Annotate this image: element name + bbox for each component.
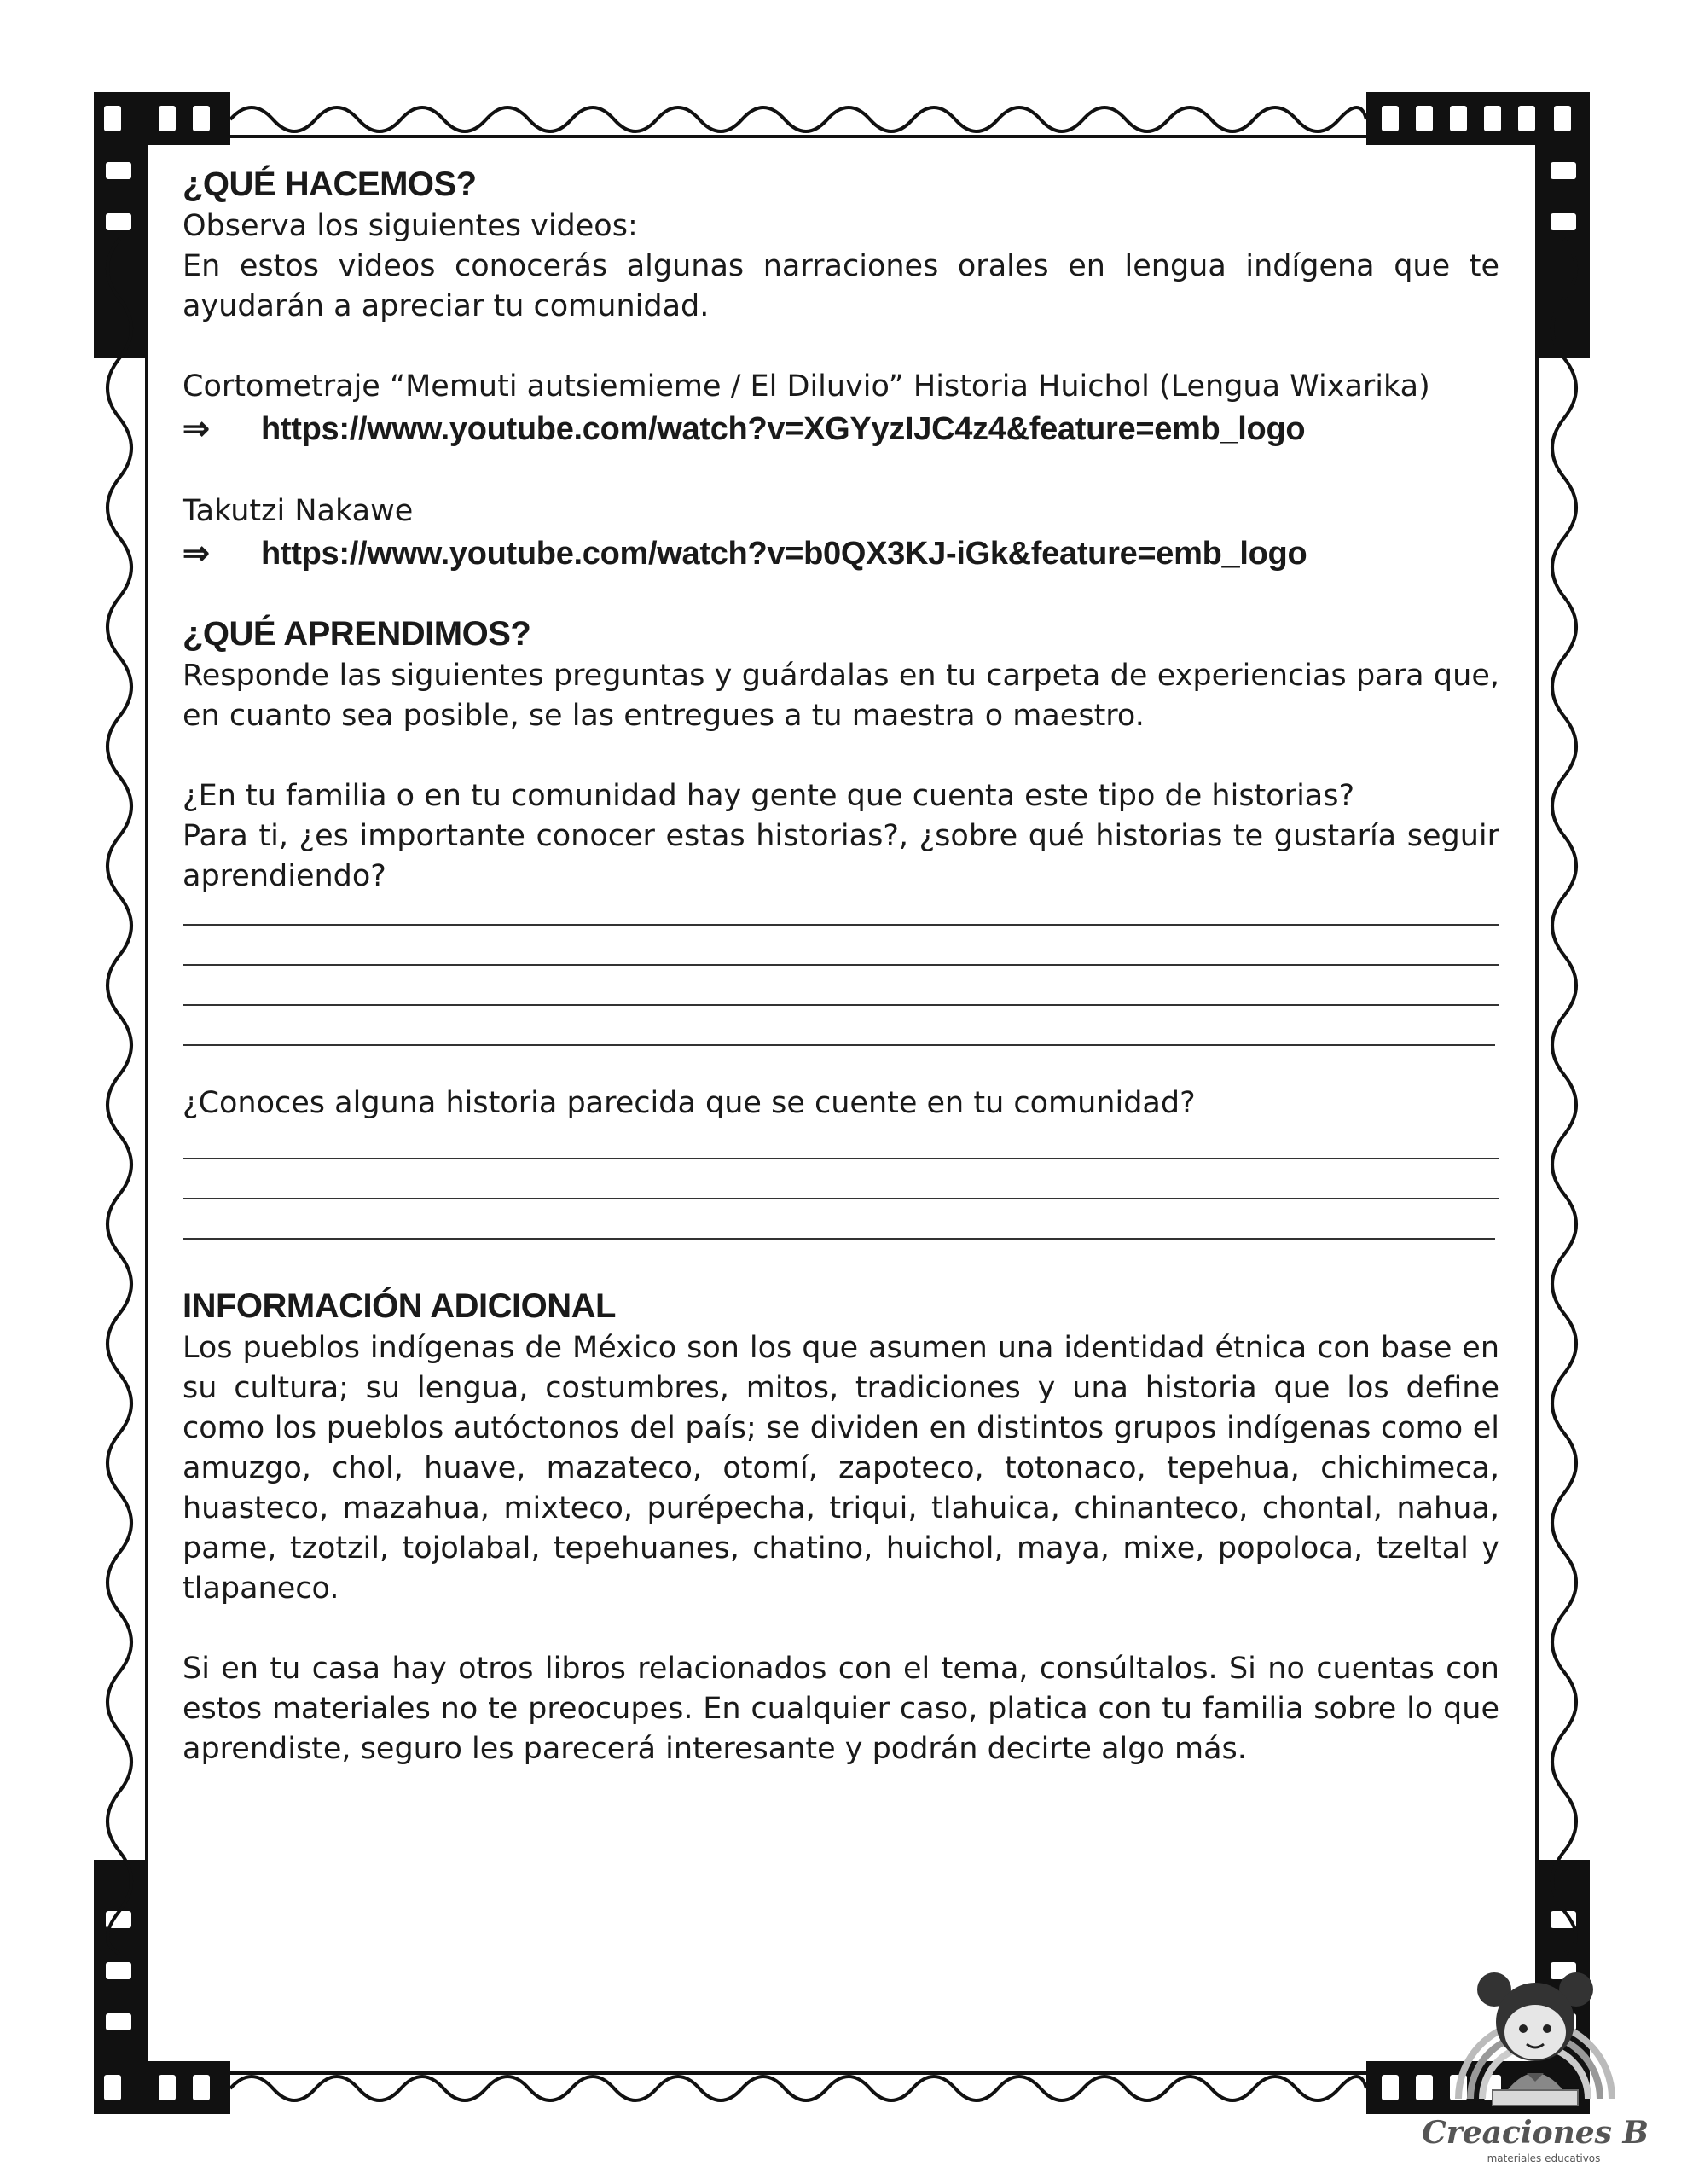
logo-name: Creaciones B	[1422, 2115, 1649, 2151]
video-1-url[interactable]: https://www.youtube.com/watch?v=XGYyzIJC4z4&feature=emb_logo	[261, 411, 1306, 447]
question-1b: Para ti, ¿es importante conocer estas historias?, ¿sobre qué historias te gustaría seguir aprendiendo?	[183, 819, 1499, 893]
arrow-icon: ⇒	[183, 411, 210, 447]
section-title-que-hacemos: ¿QUÉ HACEMOS?	[183, 166, 477, 203]
answer-line[interactable]	[183, 1006, 1495, 1046]
arrow-icon: ⇒	[183, 536, 210, 572]
description-text: En estos videos conocerás algunas narraciones orales en lengua indígena que te ayudarán a apreciar tu comunidad.	[183, 249, 1499, 323]
additional-info-paragraph-2: Si en tu casa hay otros libros relacionados con el tema, consúltalos. Si no cuentas con estos materiales no te preocupes. En cualquier caso, platica con tu familia sobre lo que aprendiste, seguro les parecerá interesante y podrán decirte algo más.	[183, 1652, 1499, 1766]
intro-text: Observa los siguientes videos:	[183, 209, 638, 243]
wavy-line-bottom	[230, 2077, 1366, 2100]
wavy-line-top	[230, 107, 1366, 131]
answer-lines-2	[183, 1124, 1499, 1240]
answer-line[interactable]	[183, 897, 1499, 926]
video-2-link-row	[183, 531, 1499, 576]
instructions-text: Responde las siguientes preguntas y guárdalas en tu carpeta de experiencias para que, en cuanto sea posible, se las entregues a tu maestra o maestro.	[183, 659, 1499, 733]
answer-line[interactable]	[183, 1124, 1499, 1159]
video-2-url[interactable]: https://www.youtube.com/watch?v=b0QX3KJ-iGk&feature=emb_logo	[261, 536, 1307, 572]
video-2-label: Takutzi Nakawe	[183, 494, 414, 528]
creaciones-b-logo	[1422, 1954, 1649, 2175]
video-1-link-row	[183, 407, 1499, 451]
answer-line[interactable]	[183, 966, 1499, 1006]
section-title-que-aprendimos: ¿QUÉ APRENDIMOS?	[183, 615, 531, 653]
question-1a: ¿En tu familia o en tu comunidad hay gente que cuenta este tipo de historias?	[183, 779, 1355, 813]
answer-line[interactable]	[183, 926, 1499, 966]
additional-info-paragraph-1: Los pueblos indígenas de México son los que asumen una identidad étnica con base en su cultura; su lengua, costumbres, mitos, tradiciones y una historia que los define como los pueblos autóctonos del país; se dividen en distintos grupos indígenas como el amuzgo, chol, huave, mazateco, otomí, zapoteco, totonaco, tepehua, chichimeca, huasteco, mazahua, mixteco, purépecha, triqui, tlahuica, chinanteco, chontal, nahua, pame, tzotzil, tojolabal, tepehuanes, chatino, huichol, maya, mixe, popoloca, tzeltal y tlapaneco.	[183, 1331, 1499, 1606]
answer-line[interactable]	[183, 1159, 1499, 1199]
question-2: ¿Conoces alguna historia parecida que se cuente en tu comunidad?	[183, 1086, 1196, 1120]
video-1-label: Cortometraje “Memuti autsiemieme / El Diluvio” Historia Huichol (Lengua Wixarika)	[183, 369, 1430, 404]
answer-line[interactable]	[183, 1199, 1495, 1240]
section-title-informacion-adicional: INFORMACIÓN ADICIONAL	[183, 1287, 616, 1325]
answer-lines-1	[183, 897, 1499, 1046]
logo-tagline: materiales educativos	[1487, 2152, 1601, 2164]
worksheet-content	[183, 162, 1499, 1769]
